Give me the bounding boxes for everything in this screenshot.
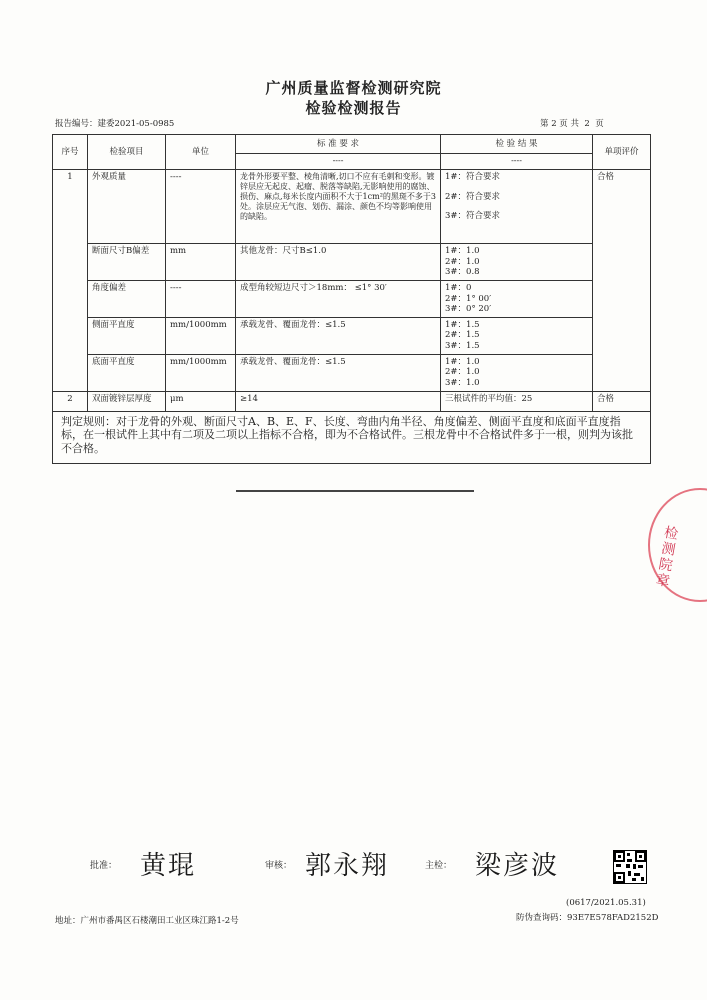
header-standard-dash: ---- xyxy=(236,154,441,170)
header-seq: 序号 xyxy=(53,135,88,170)
row-unit: mm/1000mm xyxy=(166,317,236,354)
row-standard: 其他龙骨：尺寸B≤1.0 xyxy=(236,244,441,281)
report-type-title: 检验检测报告 xyxy=(305,99,402,117)
row-seq: 2 xyxy=(53,391,88,411)
report-code-date: (0617/2021.05.31) xyxy=(566,898,646,908)
table-row xyxy=(53,244,651,281)
result-line: 1#：符合要求 xyxy=(445,172,501,182)
result-line: 2#：1° 00′ xyxy=(445,293,492,304)
row-evaluation: 合格 xyxy=(593,170,651,392)
row-item: 双面镀锌层厚度 xyxy=(88,391,166,411)
result-line: 三根试件的平均值：25 xyxy=(445,393,533,404)
review-label: 审核： xyxy=(265,861,293,871)
review-signature: 郭永翔 xyxy=(305,851,390,881)
header-result-dash: ---- xyxy=(441,154,593,170)
institute-title: 广州质量监督检测研究院 xyxy=(265,79,442,97)
row-standard: 承载龙骨、覆面龙骨：≤1.5 xyxy=(236,317,441,354)
row-results xyxy=(441,244,593,281)
seal-text: 检测院章 xyxy=(652,524,680,590)
result-line: 1#：0 xyxy=(445,282,472,293)
result-line: 2#：1.5 xyxy=(445,330,480,341)
inspect-signature: 梁彦波 xyxy=(475,851,560,881)
row-unit: mm xyxy=(166,244,236,281)
judgement-rule: 判定规则：对于龙骨的外观、断面尺寸A、B、E、F、长度、弯曲内角半径、角度偏差、侧面平直度和底面平直度指标，在一根试件上其中有二项及二项以上指标不合格，即为不合格试件。三根龙骨中不合格试件多于一根，则判为该批不合格。 xyxy=(53,411,651,463)
table-row xyxy=(53,354,651,391)
row-unit: μm xyxy=(166,391,236,411)
row-item: 底面平直度 xyxy=(88,354,166,391)
row-item: 角度偏差 xyxy=(88,280,166,317)
row-standard: 龙骨外形要平整、棱角清晰,切口不应有毛刺和变形。镀锌层应无起皮、起瘤、脱落等缺陷,无影响使用的腐蚀、损伤、麻点,每米长度内面积不大于1cm²的黑斑不多于3处。涂层应无气泡、划伤、漏涂、颜色不均等影响使用的缺陷。 xyxy=(236,170,441,244)
approve-label: 批准： xyxy=(90,861,118,871)
table-row xyxy=(53,391,651,411)
result-line: 2#：1.0 xyxy=(445,256,480,267)
page-info: 第 2 页 共 2 页 xyxy=(540,119,604,129)
header-standard: 标 准 要 求 xyxy=(236,135,441,154)
row-item: 断面尺寸B偏差 xyxy=(88,244,166,281)
inspect-label: 主检： xyxy=(425,861,453,871)
row-item: 外观质量 xyxy=(88,170,166,244)
result-line: 2#：符合要求 xyxy=(445,191,501,202)
verification-code: 防伪查询码：93E7E578FAD2152D xyxy=(516,913,659,923)
row-results xyxy=(441,317,593,354)
result-line: 1#：1.5 xyxy=(445,319,480,330)
row-evaluation: 合格 xyxy=(593,391,651,411)
row-standard: 承载龙骨、覆面龙骨：≤1.5 xyxy=(236,354,441,391)
row-results xyxy=(441,280,593,317)
inspection-table xyxy=(52,134,651,464)
row-item: 侧面平直度 xyxy=(88,317,166,354)
table-row xyxy=(53,170,651,244)
report-number-value: 建委2021-05-0985 xyxy=(97,119,175,129)
row-unit: ---- xyxy=(166,170,236,244)
table-row xyxy=(53,280,651,317)
row-results xyxy=(441,391,593,411)
row-seq: 1 xyxy=(53,170,88,392)
address: 地址：广州市番禺区石楼潮田工业区珠江路1-2号 xyxy=(55,916,239,926)
result-line: 1#：1.0 xyxy=(445,356,480,367)
row-standard: 成型角较短边尺寸＞18mm： ≤1° 30′ xyxy=(236,280,441,317)
report-number xyxy=(55,117,174,129)
result-line: 1#：1.0 xyxy=(445,246,480,256)
result-line: 2#：1.0 xyxy=(445,367,480,378)
approve-signature: 黄琨 xyxy=(140,851,197,881)
header-evaluation: 单项评价 xyxy=(593,135,651,170)
report-number-label: 报告编号： xyxy=(55,119,98,129)
row-standard: ≥14 xyxy=(236,391,441,411)
end-divider xyxy=(236,490,474,492)
qr-code-icon xyxy=(613,850,647,884)
table-row xyxy=(53,317,651,354)
header-result: 检 验 结 果 xyxy=(441,135,593,154)
row-unit: ---- xyxy=(166,280,236,317)
row-unit: mm/1000mm xyxy=(166,354,236,391)
result-line: 3#：0.8 xyxy=(445,267,480,278)
header-item: 检验项目 xyxy=(88,135,166,170)
row-results xyxy=(441,170,593,244)
result-line: 3#：1.0 xyxy=(445,377,480,388)
result-line: 3#：0° 20′ xyxy=(445,304,492,315)
header-unit: 单位 xyxy=(166,135,236,170)
result-line: 3#：符合要求 xyxy=(445,211,501,222)
row-results xyxy=(441,354,593,391)
result-line: 3#：1.5 xyxy=(445,341,480,351)
